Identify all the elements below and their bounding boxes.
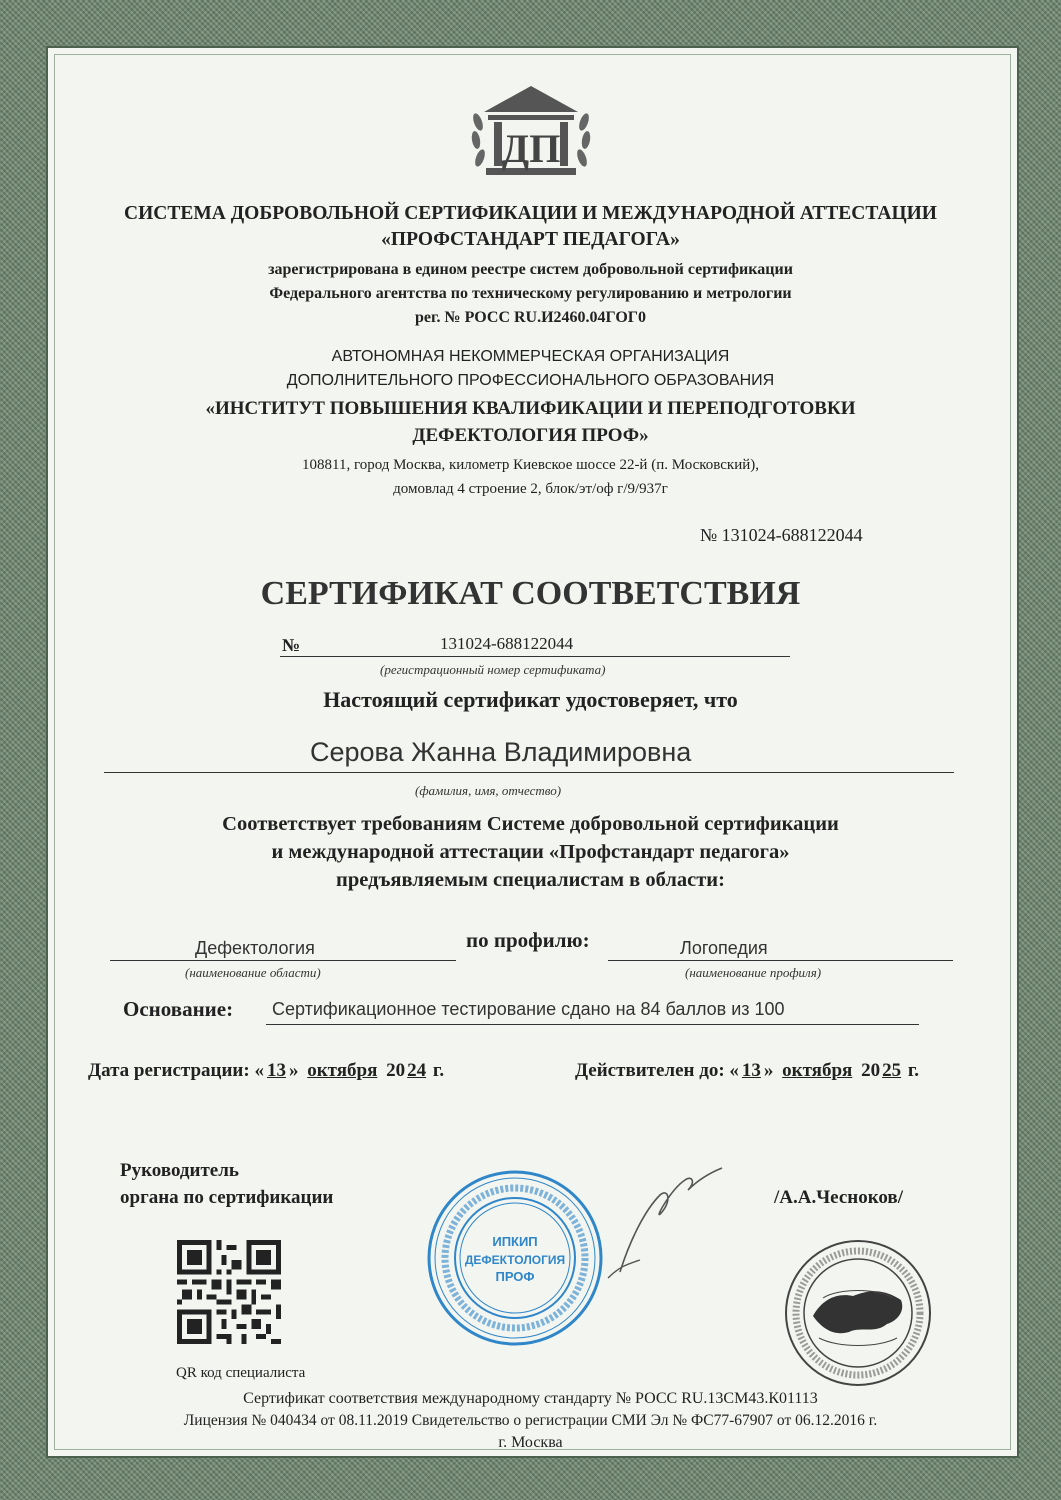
profile-caption: (наименование профиля) [685, 965, 822, 980]
handwritten-signature [600, 1160, 730, 1290]
basis-underline [266, 1024, 919, 1025]
valid-year: 25 [882, 1060, 902, 1081]
holder-name: Серова Жанна Владимировна [310, 737, 692, 767]
footer-line1: Сертификат соответствия международному стандарту № РОСС RU.13СМ43.К01113 [243, 1390, 818, 1407]
org-address-line1: 108811, город Москва, километр Киевское шоссе 22-й (п. Московский), [302, 457, 759, 473]
org-line2: ДОПОЛНИТЕЛЬНОГО ПРОФЕССИОНАЛЬНОГО ОБРАЗОВАНИЯ [286, 372, 775, 389]
org-address-line2: домовлад 4 строение 2, блок/эт/оф г/9/937г [393, 481, 668, 497]
conform-line3: предъявляемым специалистам в области: [336, 869, 725, 891]
field-caption: (наименование области) [185, 965, 321, 980]
certificate-intro: Настоящий сертификат удостоверяет, что [323, 687, 738, 712]
head-line2: органа по сертификации [120, 1187, 334, 1208]
top-certificate-number: № 131024-688122044 [700, 525, 863, 545]
specialist-qr-code[interactable] [177, 1240, 281, 1344]
basis-value: Сертификационное тестирование сдано на 84 баллов из 100 [272, 999, 785, 1019]
qr-caption: QR код специалиста [176, 1365, 306, 1381]
conform-line2: и международной аттестации «Профстандарт педагога» [271, 841, 790, 863]
system-title-line2: «ПРОФСТАНДАРТ ПЕДАГОГА» [381, 229, 680, 250]
valid-day: 13 [741, 1060, 761, 1081]
registry-line1: зарегистрирована в едином реестре систем добровольной сертификации [268, 261, 793, 278]
field-underline [110, 960, 456, 961]
registry-number: рег. № РОСС RU.И2460.04ГОГ0 [415, 309, 646, 326]
svg-text:ПРОФ: ПРОФ [495, 1269, 535, 1284]
holder-underline [104, 772, 954, 773]
registry-line2: Федерального агентства по техническому регулированию и метрологии [269, 285, 792, 302]
svg-text:ДЕФЕКТОЛОГИЯ: ДЕФЕКТОЛОГИЯ [464, 1253, 566, 1267]
blue-stamp [425, 1168, 605, 1348]
basis-label: Основание: [123, 997, 234, 1021]
holder-caption: (фамилия, имя, отчество) [415, 783, 562, 798]
field-value: Дефектология [195, 938, 315, 958]
footer-line3: г. Москва [498, 1434, 563, 1451]
system-title-line1: СИСТЕМА ДОБРОВОЛЬНОЙ СЕРТИФИКАЦИИ И МЕЖДУНАРОДНОЙ АТТЕСТАЦИИ [124, 203, 937, 224]
org-name-line1: «ИНСТИТУТ ПОВЫШЕНИЯ КВАЛИФИКАЦИИ И ПЕРЕПОДГОТОВКИ [205, 398, 856, 419]
certificate-number: 131024-688122044 [440, 634, 574, 653]
profile-underline [608, 960, 953, 961]
number-underline [280, 656, 790, 657]
svg-text:ДП: ДП [501, 126, 561, 171]
testing-center-emblem [783, 1238, 933, 1388]
registration-year: 24 [407, 1060, 427, 1081]
registration-date-label: Дата регистрации: [88, 1060, 250, 1081]
profile-label: по профилю: [466, 928, 590, 952]
registration-day: 13 [266, 1060, 286, 1081]
valid-until-date: Действителен до: « 13 » октября 20 25 г. [575, 1060, 920, 1081]
registration-month: октября [307, 1060, 378, 1081]
conform-line1: Соответствует требованиям Системе добровольной сертификации [222, 813, 839, 835]
org-name-line2: ДЕФЕКТОЛОГИЯ ПРОФ» [412, 425, 649, 446]
signer-name: /А.А.Чесноков/ [774, 1187, 903, 1208]
certificate-title: СЕРТИФИКАТ СООТВЕТСТВИЯ [260, 575, 801, 612]
number-sign: № [282, 635, 301, 655]
registration-date: Дата регистрации: « 13 » октября 20 24 г. [88, 1060, 445, 1081]
head-line1: Руководитель [120, 1160, 239, 1181]
svg-text:ИПКИП: ИПКИП [492, 1234, 538, 1249]
org-line1: АВТОНОМНАЯ НЕКОММЕРЧЕСКАЯ ОРГАНИЗАЦИЯ [331, 348, 730, 365]
valid-until-label: Действителен до: [575, 1060, 725, 1081]
profile-value: Логопедия [680, 938, 768, 958]
valid-month: октября [782, 1060, 853, 1081]
number-caption: (регистрационный номер сертификата) [380, 662, 606, 677]
dp-logo-icon [470, 82, 592, 182]
footer-line2: Лицензия № 040434 от 08.11.2019 Свидетельство о регистрации СМИ Эл № ФС77-67907 от 06.12.2016 г. [183, 1412, 878, 1429]
